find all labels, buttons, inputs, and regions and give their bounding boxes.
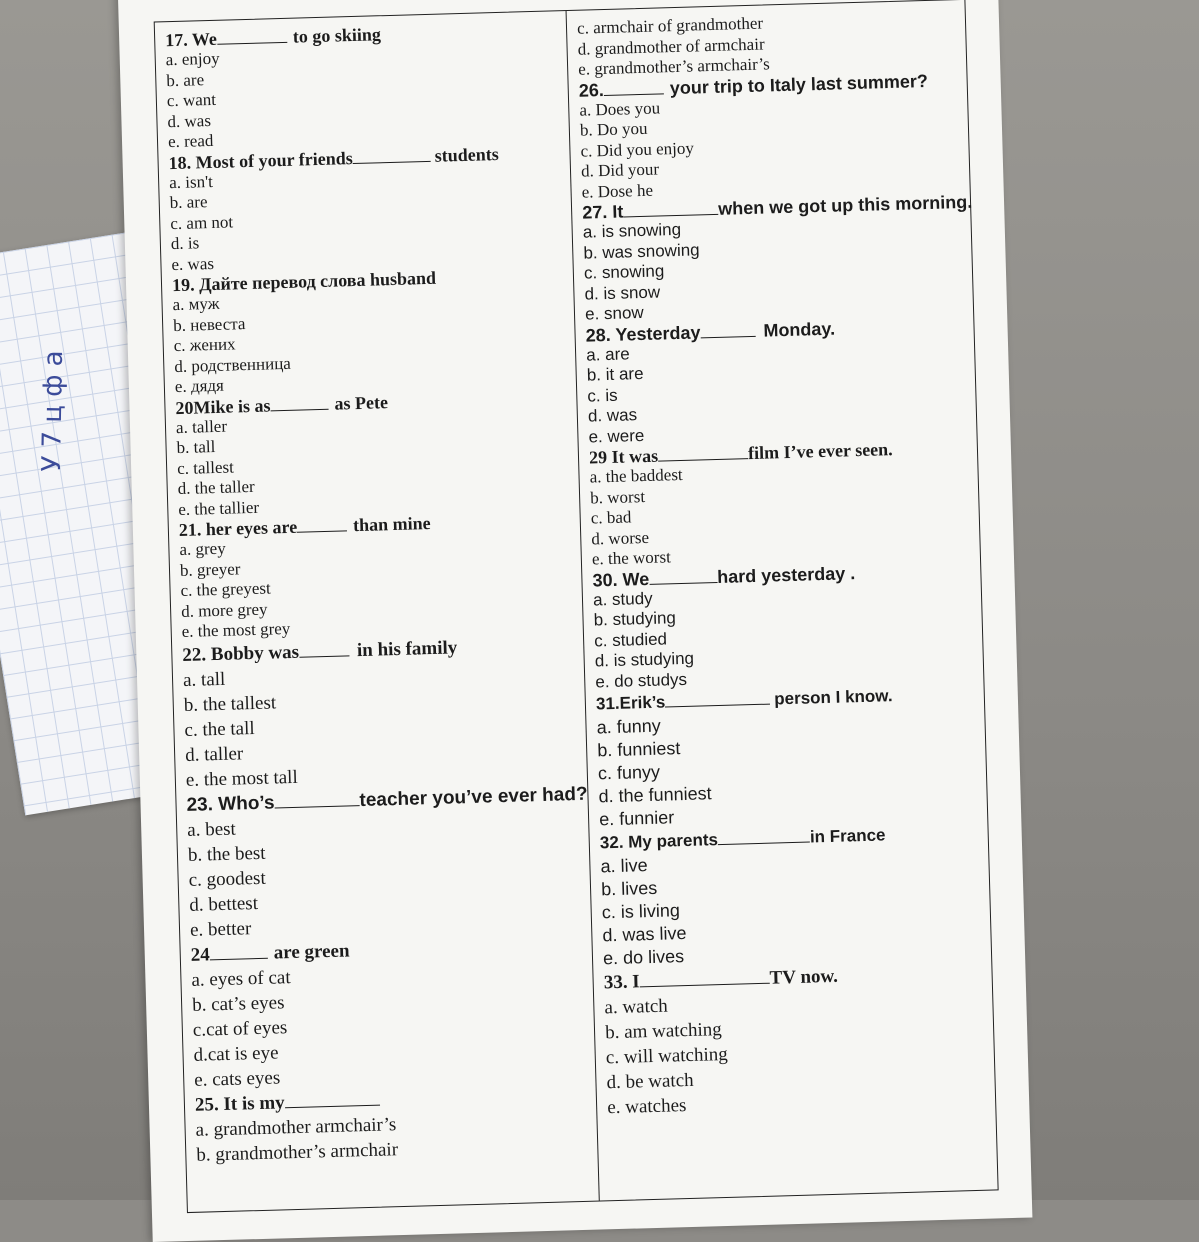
answer-option: c. will watching [605, 1043, 729, 1069]
answer-option: e. the worst [591, 547, 672, 569]
answer-option: b. are [169, 192, 208, 213]
question-text: hard yesterday . [716, 562, 856, 587]
answer-option: b. невеста [172, 313, 246, 335]
question-block [179, 509, 583, 643]
question-block [182, 631, 587, 792]
question-number: 21. her eyes are [178, 516, 298, 541]
answer-option: b. was snowing [583, 239, 700, 263]
answer-option: b. the best [187, 842, 266, 866]
answer-option: c.cat of eyes [192, 1016, 288, 1041]
answer-option: a. are [585, 343, 630, 365]
question-number: 31.Erik’s [595, 692, 666, 714]
answer-option: b. lives [600, 877, 658, 900]
answer-option: b. the tallest [183, 691, 277, 716]
answer-option: e. дядя [174, 375, 225, 397]
answer-option: b. are [166, 69, 205, 90]
answer-option: d. родственница [174, 353, 292, 376]
question-number: 17. We [164, 28, 218, 51]
question-text: Monday. [763, 318, 836, 341]
answer-option: b. studying [593, 608, 677, 630]
answer-option: c. am not [170, 211, 234, 233]
answer-option: e. cats eyes [193, 1066, 281, 1091]
answer-blank [284, 1090, 379, 1108]
answer-option: c. funyy [597, 761, 661, 784]
answer-option: a. study [592, 588, 653, 609]
question-block [172, 264, 576, 398]
answer-option: d. is snow [584, 282, 661, 304]
question-text: film I’ve ever seen. [747, 439, 893, 464]
answer-option: b. grandmother’s armchair [196, 1138, 399, 1166]
answer-option: c. armchair of grandmother [576, 13, 764, 38]
answer-option: a. муж [172, 293, 220, 315]
answer-blank [604, 79, 664, 96]
test-sheet [118, 0, 1033, 1242]
answer-option: b. worst [589, 486, 646, 508]
answer-option: d.cat is eye [193, 1041, 279, 1066]
answer-option: d. is studying [594, 648, 695, 671]
answer-option: c. Did you enjoy [580, 138, 695, 161]
answer-option: a. grey [179, 538, 226, 560]
question-block [589, 437, 982, 570]
question-block [600, 821, 994, 971]
questions-table [154, 0, 999, 1213]
answer-option: d. worse [591, 527, 650, 549]
answer-option: c. the greyest [180, 578, 271, 601]
answer-option: d. grandmother of armchair [577, 33, 765, 59]
answer-option: c. is [587, 385, 618, 406]
question-text: in France [809, 825, 886, 847]
question-number: 28. Yesterday [585, 321, 701, 346]
answer-blank [297, 516, 347, 532]
question-number: 19. Дайте перевод слова husband [171, 267, 437, 296]
answer-option: a. isn't [168, 171, 214, 192]
question-block [577, 8, 969, 80]
answer-option: c. goodest [188, 867, 266, 891]
answer-blank [700, 321, 755, 338]
answer-option: d. more grey [180, 599, 268, 621]
answer-blank [639, 969, 769, 988]
question-block [592, 559, 985, 692]
answer-blank [270, 394, 328, 411]
answer-option: a. live [600, 855, 648, 877]
answer-option: a. enjoy [165, 48, 220, 70]
answer-option: b. funniest [597, 738, 681, 761]
question-text: in his family [356, 636, 458, 661]
answer-option: e. funnier [598, 807, 675, 830]
question-text: students [434, 143, 499, 166]
answer-blank [274, 791, 359, 808]
question-text: person I know. [773, 686, 893, 709]
answer-option: a. Does you [579, 97, 661, 120]
answer-blank [217, 28, 287, 45]
question-number: 32. My parents [599, 830, 719, 853]
question-number: 27. It [582, 201, 624, 223]
answer-option: a. is snowing [582, 219, 682, 242]
answer-option: d. taller [184, 742, 244, 766]
answer-blank [623, 200, 718, 218]
answer-option: b. am watching [604, 1019, 723, 1044]
answer-blank [209, 943, 267, 960]
question-block [165, 19, 569, 153]
answer-option: e. snow [584, 302, 644, 324]
answer-option: b. Do you [579, 118, 648, 140]
answer-option: d. the funniest [598, 783, 712, 807]
question-block [579, 69, 972, 202]
question-text: to go skiing [292, 24, 382, 47]
question-text: teacher you’ve ever had? [359, 783, 588, 811]
answer-option: b. greyer [179, 558, 241, 580]
question-text: are green [273, 939, 350, 964]
left-column [155, 11, 600, 1212]
question-block [195, 1081, 598, 1167]
answer-option: c. жених [173, 334, 236, 356]
answer-option: d. was [587, 405, 638, 426]
answer-option: e. grandmother’s armchair’s [578, 54, 770, 79]
answer-option: e. do lives [602, 946, 685, 969]
question-number: 26. [578, 79, 605, 101]
answer-option: c. is living [601, 900, 681, 923]
question-block [582, 192, 975, 325]
answer-option: a. best [186, 818, 237, 841]
answer-option: e. the most tall [185, 766, 298, 791]
question-block [168, 141, 572, 275]
question-text: TV now. [769, 965, 839, 989]
answer-option: b. it are [586, 364, 644, 385]
question-number: 24 [190, 943, 211, 966]
question-number: 18. Most of your friends [168, 147, 354, 173]
answer-option: c. bad [590, 507, 632, 528]
answer-blank [649, 568, 717, 585]
handwritten-scribble: У 7 ц ф а [36, 350, 70, 472]
answer-option: e. read [167, 130, 214, 152]
question-number: 30. We [592, 568, 650, 590]
answer-blank [718, 828, 810, 846]
answer-option: e. the tallier [178, 497, 260, 519]
question-text: than mine [352, 513, 431, 536]
answer-option: e. watches [606, 1095, 687, 1119]
answer-option: e. the most grey [181, 618, 291, 641]
answer-option: c. tallest [176, 456, 235, 478]
answer-option: d. Did your [580, 159, 660, 181]
answer-option: c. studied [593, 628, 668, 650]
answer-option: a. tall [182, 668, 226, 691]
answer-option: e. were [588, 425, 645, 447]
question-text: your trip to Italy last summer? [669, 70, 929, 98]
answer-option: e. was [171, 253, 215, 274]
answer-option: e. better [189, 917, 252, 941]
answer-option: a. watch [604, 995, 669, 1019]
question-text: as Pete [334, 391, 389, 414]
question-number: 23. Who’s [186, 791, 275, 816]
question-block [190, 931, 595, 1092]
question-block [175, 386, 579, 520]
answer-option: b. cat’s eyes [191, 991, 285, 1016]
answer-blank [665, 690, 770, 708]
question-number: 29 It was [588, 445, 659, 468]
question-number: 25. It is my [194, 1091, 285, 1116]
answer-option: d. was live [602, 923, 687, 946]
answer-option: a. funny [596, 715, 661, 738]
question-block [585, 314, 978, 447]
answer-option: e. do studys [595, 669, 688, 691]
answer-option: c. snowing [583, 261, 665, 283]
answer-option: a. the baddest [589, 464, 683, 487]
answer-option: e. Dose he [581, 180, 654, 202]
answer-option: d. be watch [606, 1069, 694, 1094]
question-number: 22. Bobby was [182, 641, 300, 666]
answer-option: a. taller [175, 416, 228, 437]
answer-option: d. bettest [189, 892, 259, 916]
answer-option: b. tall [176, 436, 216, 458]
question-block [603, 959, 997, 1120]
question-block [186, 781, 591, 942]
answer-option: d. the taller [177, 476, 255, 499]
question-number: 33. I [603, 971, 640, 994]
answer-option: a. eyes of cat [191, 966, 291, 991]
answer-option: c. want [166, 89, 217, 111]
answer-option: d. was [167, 110, 212, 131]
question-text: when we got up this morning. [717, 191, 973, 219]
question-block [596, 682, 990, 832]
answer-option: d. is [170, 233, 200, 254]
right-column [567, 0, 1000, 1201]
answer-blank [299, 641, 349, 657]
answer-blank [352, 146, 430, 163]
answer-option: a. grandmother armchair’s [195, 1113, 397, 1141]
answer-blank [658, 444, 748, 462]
question-number: 20Mike is as [175, 394, 271, 418]
answer-option: c. the tall [184, 717, 255, 741]
